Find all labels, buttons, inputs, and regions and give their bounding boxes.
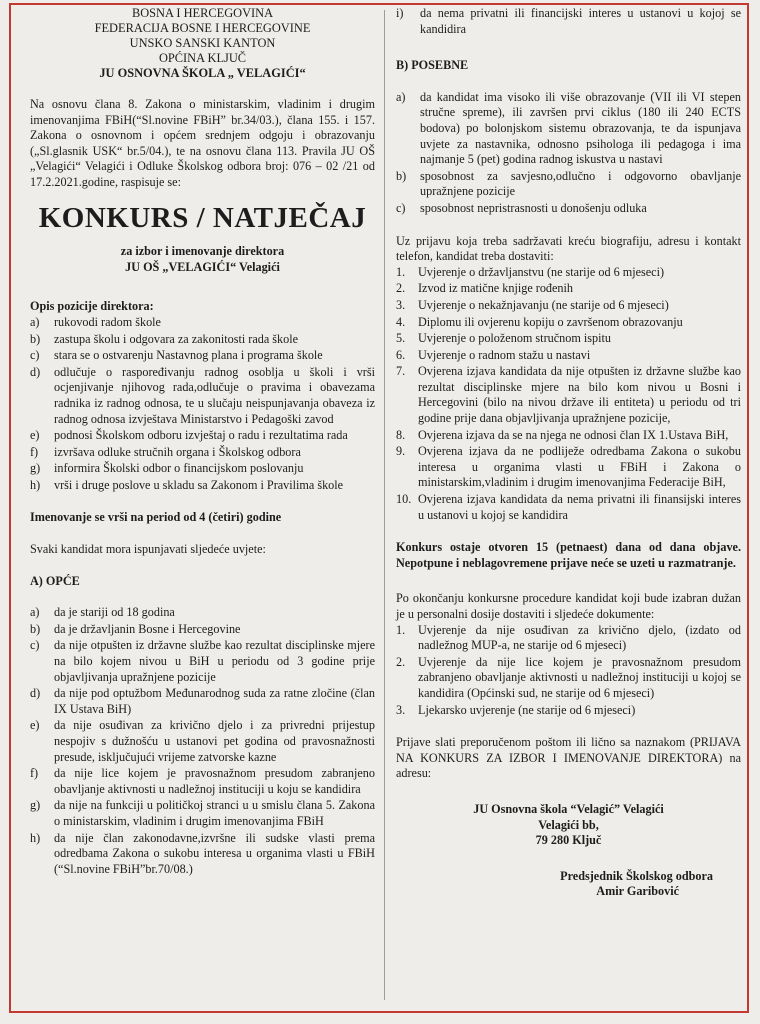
header-line: FEDERACIJA BOSNE I HERCEGOVINE [94, 21, 311, 35]
list-marker: 6. [396, 347, 406, 362]
list-marker: e) [30, 718, 40, 733]
list-item [30, 605, 375, 621]
list-item [30, 332, 375, 348]
list-item [396, 90, 741, 168]
list-item [396, 201, 741, 217]
list-text: Uvjerenje o državljanstvu (ne starije od 6 mjeseci) [418, 264, 665, 279]
address-block [396, 802, 741, 849]
list-marker: a) [396, 89, 406, 104]
list-text: da nije otpušten iz državne službe kao rezultat disciplinske mjere na bilo kojem nivou u BiH u periodu od 3 godine prije objavljivanja upražnjene pozicije [54, 638, 375, 684]
list-marker: b) [396, 168, 407, 183]
list-text: Uvjerenje da nije lice kojem je pravosnažnom presudom zabranjeno obavljanje aktivnosti u nadležnoj instituciji u kojoj se kandidira (Općinski sud, ne starije od 6 mjeseci) [418, 654, 741, 700]
list-text: da nije lice kojem je pravosnažnom presudom zabranjeno obavljanje aktivnosti u nadležnoj instituciji u koju se kandidira [54, 766, 375, 796]
page-title: KONKURS / NATJEČAJ [38, 201, 367, 234]
address-line: 79 280 Ključ [535, 833, 602, 848]
list-marker: 9. [396, 444, 406, 459]
opce-list [30, 605, 375, 877]
header-line: BOSNA I HERCEGOVINA [131, 6, 274, 20]
list-marker: g) [30, 798, 41, 813]
list-marker: 1. [396, 264, 406, 279]
list-text: da kandidat ima visoko ili više obrazovanje (VII ili VI stepen stručne spreme), ili završen prvi ciklus (180 ili 240 ECTS bodova) po bolonjskom sistemu obrazovanja, te da ispunjava uvjete za nastavnika, odnosno psihologa ili pedagoga i ima najmanje 5 (pet) godina radnog iskustva u nastavi [420, 89, 741, 167]
list-marker: d) [30, 364, 41, 379]
section-title-posebne: B) POSEBNE [396, 58, 469, 73]
list-item [30, 315, 375, 331]
list-text: da je stariji od 18 godina [54, 605, 175, 620]
list-text: da nije pod optužbom Međunarodnog suda za ratne zločine (član IX Ustava BiH) [54, 686, 375, 716]
list-marker: 7. [396, 364, 406, 379]
list-marker: b) [30, 331, 41, 346]
list-text: da nije na funkciji u političkoj stranci u u smislu člana 5. Zakona o ministarskim, vladinim i drugim imenovanjima FBiH [54, 798, 375, 828]
list-item [30, 718, 375, 765]
list-text: Uvjerenje o nekažnjavanju (ne starije od 6 mjeseci) [418, 297, 669, 312]
list-marker: 2. [396, 654, 406, 669]
list-marker: e) [30, 428, 40, 443]
uvjeti-intro: Svaki kandidat mora ispunjavati sljedeće uvjete: [30, 542, 266, 557]
okoncanje-intro: Po okončanju konkursne procedure kandidat koji bude izabran dužan je u personalni dosije dostaviti i sljedeće dokumente: [396, 591, 741, 621]
signature-block [396, 869, 741, 900]
list-marker: a) [30, 314, 40, 329]
header-line: OPĆINA KLJUČ [158, 51, 247, 65]
list-item [396, 428, 741, 444]
list-item [396, 265, 741, 281]
list-marker: c) [30, 348, 40, 363]
list-marker: 4. [396, 314, 406, 329]
list-marker: 2. [396, 281, 406, 296]
list-item [30, 798, 375, 829]
list-text: Diplomu ili ovjerenu kopiju o završenom obrazovanju [418, 314, 683, 329]
list-item [396, 298, 741, 314]
list-marker: h) [30, 830, 41, 845]
list-item [396, 6, 741, 37]
opis-list [30, 315, 375, 494]
list-item [30, 428, 375, 444]
list-marker: g) [30, 461, 41, 476]
list-item [396, 348, 741, 364]
list-marker: i) [396, 6, 404, 20]
list-marker: c) [396, 200, 406, 215]
list-item [396, 331, 741, 347]
signature-title: Predsjednik Školskog odbora [560, 868, 713, 883]
list-marker: f) [30, 444, 39, 459]
list-text: da nema privatni ili financijski interes u ustanovi u kojoj se kandidira [420, 6, 741, 36]
list-marker: 3. [396, 297, 406, 312]
konkurs-open-note: Konkurs ostaje otvoren 15 (petnaest) dana od dana objave. Nepotpune i neblagovremene prijave neće se uzeti u razmatranje. [396, 540, 741, 570]
list-marker: c) [30, 638, 40, 653]
list-item [396, 623, 741, 654]
list-marker: 3. [396, 702, 406, 717]
address-line: JU Osnovna škola “Velagić” Velagići [473, 801, 664, 816]
list-text: Ovjerena izjava kandidata da nije otpušten iz državne službe kao rezultat disciplinske mjere na bilo kom nivou u Bosni i Hercegovini (bilo na nivou države ili entiteta) u periodu od tri godine prije dana objavljivanja upražnjene pozicije, [418, 364, 741, 426]
list-marker: 5. [396, 331, 406, 346]
list-text: Izvod iz matične knjige rođenih [418, 281, 573, 296]
list-item [396, 492, 741, 523]
list-item [30, 766, 375, 797]
list-item [396, 444, 741, 491]
list-text: odlučuje o raspoređivanju radnog osoblja u školi i vrši ocjenjivanje njihovog rada,odlučuje o pravima i obavezama radnika iz radnog odnosa, te u slučaju neispunjavanja obaveza iz radnog odnosa izvještava Ministarstvo i Pedagoški zavod [54, 364, 375, 426]
column-divider [384, 10, 385, 1000]
list-text: sposobnost nepristrasnosti u donošenju odluka [420, 200, 647, 215]
subtitle: za izbor i imenovanje direktora [120, 244, 285, 259]
section-title-opis: Opis pozicije direktora: [30, 299, 154, 314]
period-note: Imenovanje se vrši na period od 4 (četiri) godine [30, 510, 282, 525]
list-item [30, 365, 375, 427]
header-line: UNSKO SANSKI KANTON [129, 36, 276, 50]
list-item [30, 638, 375, 685]
dokumenti-list [396, 265, 741, 524]
list-item [30, 686, 375, 717]
list-marker: h) [30, 477, 41, 492]
posebne-list [396, 90, 741, 217]
list-text: rukovodi radom škole [54, 314, 161, 329]
list-item [396, 703, 741, 719]
institution-header [30, 6, 375, 81]
list-item [30, 461, 375, 477]
right-column [396, 6, 741, 900]
list-item [396, 169, 741, 200]
list-marker: 1. [396, 622, 406, 637]
subtitle-school: JU OŠ „VELAGIĆI“ Velagići [125, 259, 280, 274]
list-item [396, 315, 741, 331]
list-item [30, 478, 375, 494]
list-text: Ovjerena izjava kandidata da nema privatni ili finansijski interes u ustanovi u kojoj se kandidira [418, 492, 741, 522]
left-column [30, 6, 375, 878]
address-line: Velagići bb, [538, 817, 599, 832]
intro-paragraph: Na osnovu člana 8. Zakona o ministarskim, vladinim i drugim imenovanjima FBiH(“Sl.novine FBiH” br.34/03.), člana 155. i 157. Zakona o osnovnom i općem srednjem odgoju i obrazovanju („Sl.glasnik USK“ br.5/04.), te na osnovu člana 113. Pravila JU OŠ „Velagići“ Velagići i Odluke Školskog odbora broj: 076 – 02 /21 od 17.2.2021.godine, raspisuje se: [30, 97, 375, 189]
list-text: zastupa školu i odgovara za zakonitosti rada škole [54, 331, 299, 346]
list-text: Uvjerenje o položenom stručnom ispitu [418, 331, 611, 346]
list-marker: b) [30, 621, 41, 636]
list-marker: 10. [396, 492, 412, 507]
list-item [30, 445, 375, 461]
list-item [30, 622, 375, 638]
list-text: stara se o ostvarenju Nastavnog plana i programa škole [54, 348, 323, 363]
list-text: Uvjerenje da nije osuđivan za krivično djelo, (izdato od nadležnog MUP-a, ne starije od 6 mjeseci) [418, 622, 741, 653]
list-text: podnosi Školskom odboru izvještaj o radu i rezultatima rada [54, 428, 348, 443]
list-text: Ovjerena izjava da se na njega ne odnosi član IX 1.Ustava BiH, [418, 427, 729, 442]
list-text: informira Školski odbor o financijskom poslovanju [54, 461, 304, 476]
list-marker: 8. [396, 427, 406, 442]
list-text: Ovjerena izjava da ne podliježe odredbama Zakona o sukobu interesa u organima vlasti u FBiH i Zakona o ministarskim,vladinim i drugim imenovanjima Federacije BiH, [418, 444, 741, 490]
list-text: da je državljanin Bosne i Hercegovine [54, 621, 241, 636]
prijave-instructions: Prijave slati preporučenom poštom ili lično sa naznakom (PRIJAVA NA KONKURS ZA IZBOR I IMENOVANJE DIREKTORA) na adresu: [396, 735, 741, 781]
okoncanje-list [396, 623, 741, 719]
list-text: Ljekarsko uvjerenje (ne starije od 6 mjeseci) [418, 702, 636, 717]
list-text: Uvjerenje o radnom stažu u nastavi [418, 347, 591, 362]
list-item [396, 281, 741, 297]
signature-name: Amir Garibović [596, 884, 679, 899]
school-name: JU OSNOVNA ŠKOLA „ VELAGIĆI“ [99, 66, 306, 80]
list-text: izvršava odluke stručnih organa i Školskog odbora [54, 444, 301, 459]
list-text: da nije osuđivan za krivično djelo i za privredni prijestup nespojiv s dužnošću u ustanovi pet godina od pravosnažnosti presude, isključujući vrijeme zatvorske kazne [54, 718, 375, 764]
list-item [30, 831, 375, 878]
list-item [396, 655, 741, 702]
list-text: vrši i druge poslove u skladu sa Zakonom i Pravilima škole [54, 477, 344, 492]
section-title-opce: A) OPĆE [30, 573, 80, 588]
list-marker: f) [30, 766, 39, 781]
list-item [30, 348, 375, 364]
list-marker: a) [30, 605, 40, 620]
list-item [396, 364, 741, 426]
dokumenti-intro: Uz prijavu koja treba sadržavati kreću biografiju, adresu i kontakt telefon, kandidat treba dostaviti: [396, 233, 741, 264]
list-marker: d) [30, 686, 41, 701]
list-text: da nije član zakonodavne,izvršne ili sudske vlasti prema odredbama Zakona o sukobu interesa u organima vlasti u FBiH (“Sl.novine FBiH”br.70/08.) [54, 830, 375, 876]
list-text: sposobnost za savjesno,odlučno i odgovorno obavljanje upražnjene pozicije [420, 168, 741, 199]
